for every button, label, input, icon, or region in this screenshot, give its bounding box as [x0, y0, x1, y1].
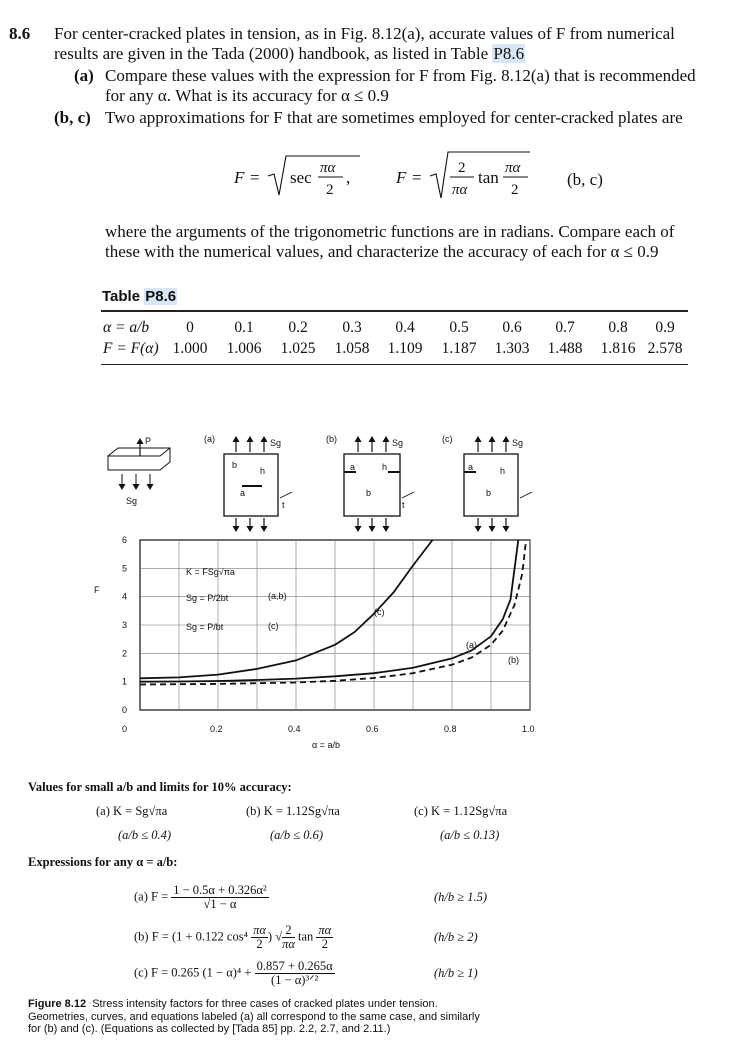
- small-a-limit: (a/b ≤ 0.4): [118, 828, 172, 842]
- part-bc-label: (b, c): [54, 108, 91, 127]
- table-f-cell: 1.006: [226, 340, 262, 357]
- table-bottom-rule: [101, 364, 688, 365]
- plate-c-diagram: [442, 434, 532, 531]
- svg-text:Sg: Sg: [512, 438, 524, 448]
- svg-text:sec: sec: [290, 168, 312, 187]
- eq-label: (b, c): [567, 170, 603, 189]
- table-top-rule: [101, 310, 688, 312]
- small-b-limit: (a/b ≤ 0.6): [270, 828, 324, 842]
- table-f-cell: 1.058: [334, 340, 370, 357]
- svg-text:b: b: [366, 488, 372, 498]
- small-c-limit: (a/b ≤ 0.13): [440, 828, 500, 842]
- svg-text:tan: tan: [478, 168, 499, 187]
- table-f-cell: 1.000: [172, 340, 208, 357]
- svg-text:a: a: [350, 462, 356, 472]
- y-tick-label: 1: [122, 676, 128, 687]
- y-tick-label: 3: [122, 620, 128, 630]
- expr-c: (c) F = 0.265 (1 − α)⁴ + $\frac{0.857 + 0.265\alpha}{\text{(1 − α)³ᐟ²}}$: [134, 959, 333, 987]
- svg-text:a: a: [468, 462, 474, 472]
- small-a-eq: (a) K = Sg√πa: [96, 804, 168, 818]
- table-f-cell: 1.187: [441, 340, 477, 357]
- svg-text:=: =: [250, 168, 260, 187]
- stress-intensity-chart: [90, 530, 560, 780]
- y-tick-label: 5: [122, 563, 128, 574]
- part-a-label: (a): [74, 66, 94, 85]
- table-alpha-cell: 0.9: [655, 319, 675, 336]
- table-alpha-cell: 0.8: [608, 319, 628, 336]
- intro-line-1: For center-cracked plates in tension, as in Fig. 8.12(a), accurate values of F from numerical: [54, 24, 675, 43]
- small-c-eq: (c) K = 1.12Sg√πa: [414, 804, 508, 818]
- legend-k: K = FSg√πa: [186, 567, 235, 577]
- table-f-cell: 1.025: [280, 340, 316, 357]
- part-a-line-1: Compare these values with the expression for F from Fig. 8.12(a) that is recommended: [105, 66, 696, 85]
- approximation-formulas: [230, 148, 590, 206]
- x-tick-label: 0.4: [288, 724, 301, 734]
- chart-ylabel: F: [94, 585, 100, 595]
- svg-text:h: h: [500, 466, 506, 476]
- svg-text:2: 2: [458, 160, 466, 176]
- chart-xlabel: α = a/b: [312, 740, 340, 750]
- expr-a: (a) F = $\frac{\text{1 − 0.5α + 0.326α²}}{√1 - \alpha}$: [134, 883, 267, 911]
- svg-text:t: t: [402, 500, 405, 510]
- caption-label: Figure 8.12: [28, 998, 87, 1010]
- panel-label-b: (b): [326, 434, 337, 444]
- x-tick-label: 0.6: [366, 724, 379, 734]
- legend-sg2: Sg = P/bt: [186, 622, 224, 632]
- x-tick-label: 0: [122, 724, 128, 734]
- svg-text:t: t: [282, 500, 285, 510]
- table-alpha-cell: 0.5: [449, 319, 469, 336]
- table-f-cell: 1.303: [494, 340, 530, 357]
- small-b-eq: (b) K = 1.12Sg√πa: [246, 804, 340, 818]
- x-tick-label: 0.2: [210, 724, 223, 734]
- follow-line-1: where the arguments of the trigonometric functions are in radians. Compare each of: [105, 222, 675, 241]
- svg-text:πα: πα: [505, 160, 521, 176]
- table-alpha-cell: 0.2: [288, 319, 308, 336]
- expr-c-condition: (h/b ≥ 1): [434, 966, 478, 980]
- table-alpha-cell: 0: [186, 319, 194, 336]
- stress-label: Sg: [126, 496, 138, 506]
- legend-ab: (a,b): [268, 591, 287, 601]
- y-tick-label: 6: [122, 535, 128, 545]
- follow-line-2: these with the numerical values, and characterize the accuracy of each for α ≤ 0.9: [105, 242, 659, 261]
- generic-bar-diagram: [108, 436, 170, 506]
- panel-label-a: (a): [204, 434, 215, 444]
- table-alpha-cell: 0.6: [502, 319, 522, 336]
- y-tick-label: 2: [122, 648, 128, 659]
- x-tick-label: 0.8: [444, 724, 457, 734]
- table-alpha-cell: 0.4: [395, 319, 415, 336]
- table-row1-label: α = a/b: [103, 319, 150, 336]
- table-f-cell: 1.816: [600, 340, 636, 357]
- plate-b-diagram: [326, 434, 414, 531]
- figure-caption: Figure 8.12 Stress intensity factors for three cases of cracked plates under tension. Geometries, curves, and equations labeled (a) all correspond to the same case, and similarly for (b) and (c). (Equations as collected by [Tada 85] pp. 2.2, 2.7, and 2.11.): [28, 998, 480, 1035]
- any-alpha-heading: Expressions for any α = a/b:: [28, 855, 178, 869]
- series-line-c: [140, 540, 433, 678]
- table-row2-label: F = F(α): [103, 340, 159, 357]
- svg-text:2: 2: [326, 182, 334, 198]
- intro-line-2: results are given in the Tada (2000) handbook, as listed in Table P8.6: [54, 44, 525, 63]
- svg-text:Sg: Sg: [270, 438, 282, 448]
- table-alpha-cell: 0.3: [342, 319, 362, 336]
- table-alpha-cell: 0.1: [234, 319, 254, 336]
- curve-label-a: (a): [466, 640, 477, 650]
- plate-schematics: [100, 430, 560, 540]
- part-bc-line-1: Two approximations for F that are sometimes employed for center-cracked plates are: [105, 108, 683, 127]
- svg-text:Sg: Sg: [392, 438, 404, 448]
- panel-label-c: (c): [442, 434, 453, 444]
- series-line-b: [140, 540, 526, 685]
- legend-c: (c): [268, 621, 279, 631]
- svg-text:πα: πα: [452, 182, 468, 198]
- load-label: P: [145, 436, 152, 446]
- table-f-cell: 2.578: [647, 340, 683, 357]
- legend-sg1: Sg = P/2bt: [186, 593, 229, 603]
- svg-text:πα: πα: [320, 160, 336, 176]
- y-tick-label: 4: [122, 591, 128, 602]
- svg-text:F: F: [396, 168, 407, 187]
- curve-label-c: (c): [374, 607, 385, 617]
- svg-text:2: 2: [511, 182, 519, 198]
- expr-b: (b) F = (1 + 0.122 cos⁴ $\frac{\pi\alpha}{2}$ ) √ $\frac{2}{\pi\alpha}$ tan $\frac{\pi\alpha}{2}$: [134, 923, 332, 951]
- svg-text:h: h: [260, 466, 266, 476]
- part-a-line-2: for any α. What is its accuracy for α ≤ 0.9: [105, 86, 389, 105]
- svg-text:F: F: [234, 168, 245, 187]
- curve-label-b: (b): [508, 655, 519, 665]
- svg-text:b: b: [486, 488, 492, 498]
- svg-text:h: h: [382, 462, 388, 472]
- x-tick-label: 1.0: [522, 724, 535, 734]
- small-ab-heading: Values for small a/b and limits for 10% accuracy:: [28, 780, 292, 794]
- table-f-cell: 1.109: [387, 340, 423, 357]
- table-ref-highlight: P8.6: [493, 44, 525, 63]
- svg-text:b: b: [232, 460, 238, 470]
- table-f-cell: 1.488: [547, 340, 583, 357]
- table-title: Table P8.6: [102, 288, 177, 305]
- svg-text:a: a: [240, 488, 246, 498]
- svg-text:=: =: [412, 168, 422, 187]
- expr-a-condition: (h/b ≥ 1.5): [434, 890, 488, 904]
- plate-a-diagram: [204, 434, 292, 531]
- expr-b-condition: (h/b ≥ 2): [434, 930, 478, 944]
- svg-text:,: ,: [346, 168, 351, 187]
- problem-number: 8.6: [9, 24, 31, 43]
- table-alpha-cell: 0.7: [555, 319, 575, 336]
- y-tick-label: 0: [122, 705, 128, 715]
